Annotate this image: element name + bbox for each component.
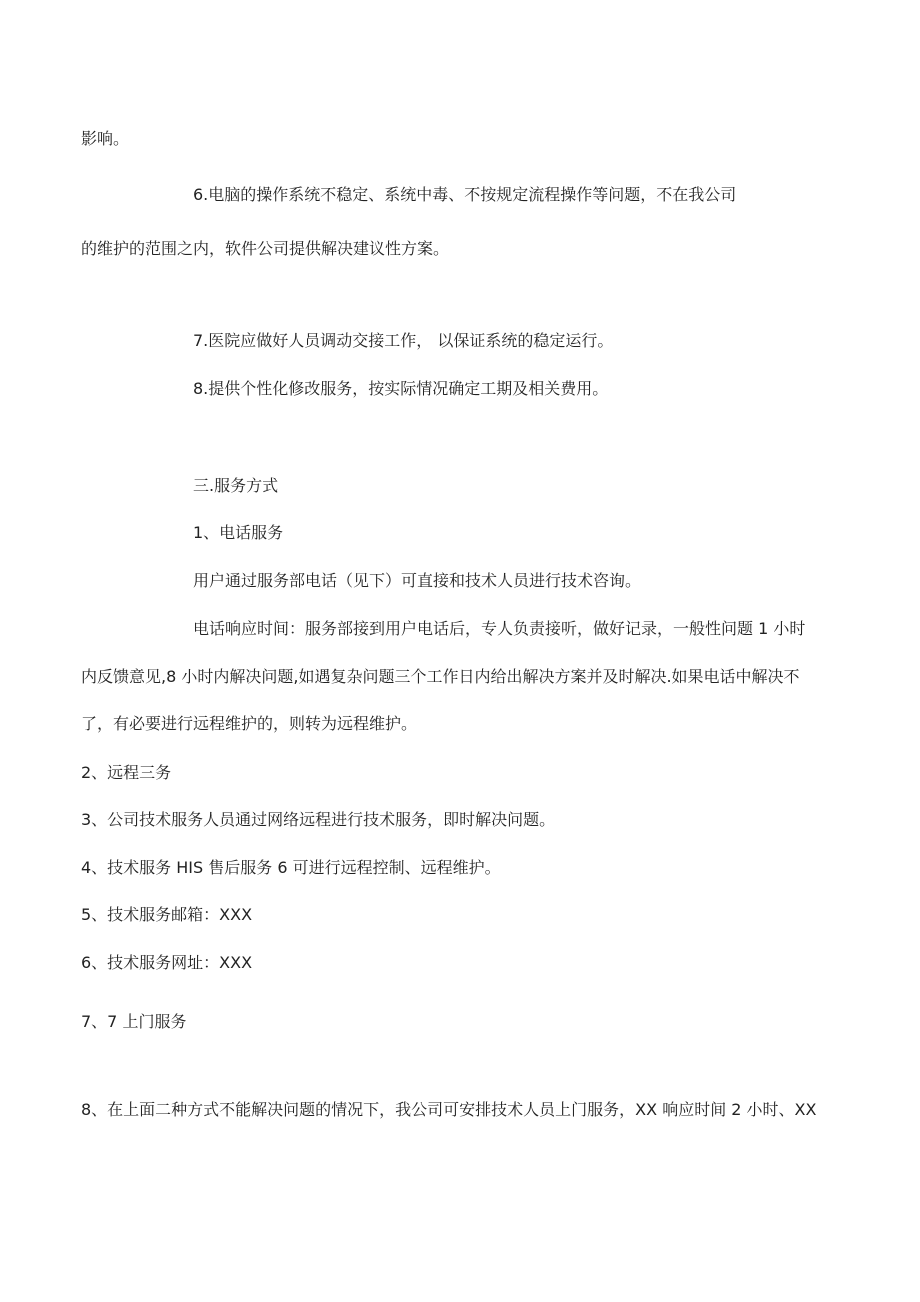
list-item: 6、技术服务网址：XXX [81, 953, 253, 972]
list-item: 3、公司技术服务人员通过网络远程进行技术服务，即时解决问题。 [81, 810, 556, 829]
list-item: 2、远程三务 [81, 763, 172, 782]
list-item: 8、在上面二种方式不能解决问题的情况下，我公司可安排技术人员上门服务，XX 响应时间 2 小时、XX [81, 1100, 817, 1119]
section-heading: 三.服务方式 [193, 476, 279, 495]
list-item: 7、7 上门服务 [81, 1012, 187, 1031]
subsection-heading: 1、电话服务 [193, 523, 284, 542]
paragraph-line: 了，有必要进行远程维护的，则转为远程维护。 [81, 714, 418, 733]
paragraph-line: 6.电脑的操作系统不稳定、系统中毒、不按规定流程操作等问题，不在我公司 [193, 185, 737, 204]
list-item: 5、技术服务邮箱：XXX [81, 905, 253, 924]
paragraph-line: 的维护的范围之内，软件公司提供解决建议性方案。 [81, 239, 450, 258]
paragraph-line: 内反馈意见,8 小时内解决问题,如遇复杂问题三个工作日内给出解决方案并及时解决.如果电话中解决不 [81, 667, 800, 686]
paragraph-line: 电话响应时间：服务部接到用户电话后，专人负责接听，做好记录，一般性问题 1 小时 [193, 619, 806, 638]
paragraph-line: 8.提供个性化修改服务，按实际情况确定工期及相关费用。 [193, 379, 609, 398]
paragraph-line: 7.医院应做好人员调动交接工作， 以保证系统的稳定运行。 [193, 331, 614, 350]
list-item: 4、技术服务 HIS 售后服务 6 可进行远程控制、远程维护。 [81, 858, 501, 877]
paragraph-line: 用户通过服务部电话（见下）可直接和技术人员进行技术咨询。 [193, 571, 642, 590]
paragraph-line: 影响。 [81, 129, 130, 148]
